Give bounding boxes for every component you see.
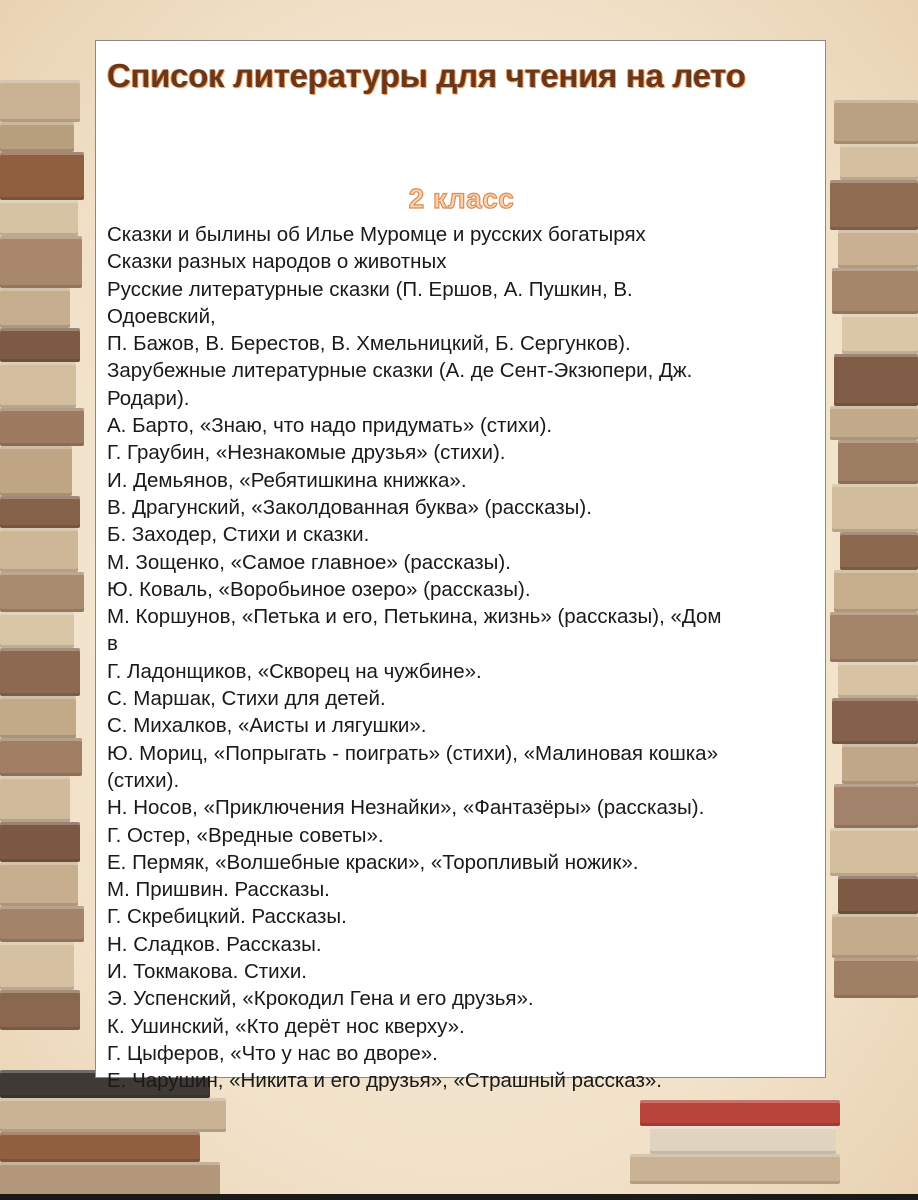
reading-list-card bbox=[95, 40, 826, 1093]
list-item: Сказки разных народов о животных bbox=[107, 250, 447, 274]
list-item: Е. Пермяк, «Волшебные краски», «Торопливый ножик». bbox=[107, 850, 639, 874]
list-item: Одоевский, bbox=[107, 304, 216, 328]
list-item: Ю. Коваль, «Воробьиное озеро» (рассказы). bbox=[107, 577, 531, 601]
list-item: Г. Ладонщиков, «Скворец на чужбине». bbox=[107, 659, 482, 683]
list-item: Е. Чарушин, «Никита и его друзья», «Страшный рассказ». bbox=[107, 1069, 662, 1093]
list-item: Н. Сладков. Рассказы. bbox=[107, 932, 322, 956]
list-item: Г. Граубин, «Незнакомые друзья» (стихи). bbox=[107, 441, 506, 465]
list-item: И. Токмакова. Стихи. bbox=[107, 960, 308, 984]
list-item: (стихи). bbox=[107, 768, 180, 792]
page-title: Список литературы для чтения на лето bbox=[107, 57, 746, 94]
list-item: Б. Заходер, Стихи и сказки. bbox=[107, 523, 370, 547]
list-item: в bbox=[107, 632, 118, 656]
list-item: С. Маршак, Стихи для детей. bbox=[107, 687, 386, 711]
bottom-edge bbox=[0, 1194, 918, 1200]
book-list bbox=[107, 221, 817, 1095]
list-item: Э. Успенский, «Крокодил Гена и его друзья». bbox=[107, 987, 534, 1011]
list-item: Ю. Мориц, «Попрыгать - поиграть» (стихи), «Малиновая кошка» bbox=[107, 741, 718, 765]
grade-subtitle: 2 класс bbox=[408, 183, 515, 214]
list-item: Г. Скребицкий. Рассказы. bbox=[107, 905, 347, 929]
list-item: Н. Носов, «Приключения Незнайки», «Фантазёры» (рассказы). bbox=[107, 796, 705, 820]
list-item: Сказки и былины об Илье Муромце и русских богатырях bbox=[107, 223, 646, 246]
list-item: Родари). bbox=[107, 386, 190, 410]
list-item: Г. Цыферов, «Что у нас во дворе». bbox=[107, 1041, 438, 1065]
list-item: К. Ушинский, «Кто дерёт нос кверху». bbox=[107, 1014, 465, 1038]
list-item: М. Коршунов, «Петька и его, Петькина, жизнь» (рассказы), «Дом bbox=[107, 605, 722, 629]
list-item: В. Драгунский, «Заколдованная буква» (рассказы). bbox=[107, 495, 592, 519]
bottom-right-books bbox=[630, 1100, 850, 1184]
list-item: П. Бажов, В. Берестов, В. Хмельницкий, Б. Сергунков). bbox=[107, 332, 631, 356]
list-item: Русские литературные сказки (П. Ершов, А. Пушкин, В. bbox=[107, 277, 633, 301]
left-book-stack bbox=[0, 80, 85, 1030]
list-item: И. Демьянов, «Ребятишкина книжка». bbox=[107, 468, 467, 492]
list-item: Зарубежные литературные сказки (А. де Сент-Экзюпери, Дж. bbox=[107, 359, 693, 383]
list-item: М. Зощенко, «Самое главное» (рассказы). bbox=[107, 550, 511, 574]
list-item: А. Барто, «Знаю, что надо придумать» (стихи). bbox=[107, 414, 553, 438]
list-item: С. Михалков, «Аисты и лягушки». bbox=[107, 714, 427, 738]
list-item: М. Пришвин. Рассказы. bbox=[107, 878, 330, 902]
right-book-stack bbox=[828, 100, 918, 998]
list-item: Г. Остер, «Вредные советы». bbox=[107, 823, 384, 847]
